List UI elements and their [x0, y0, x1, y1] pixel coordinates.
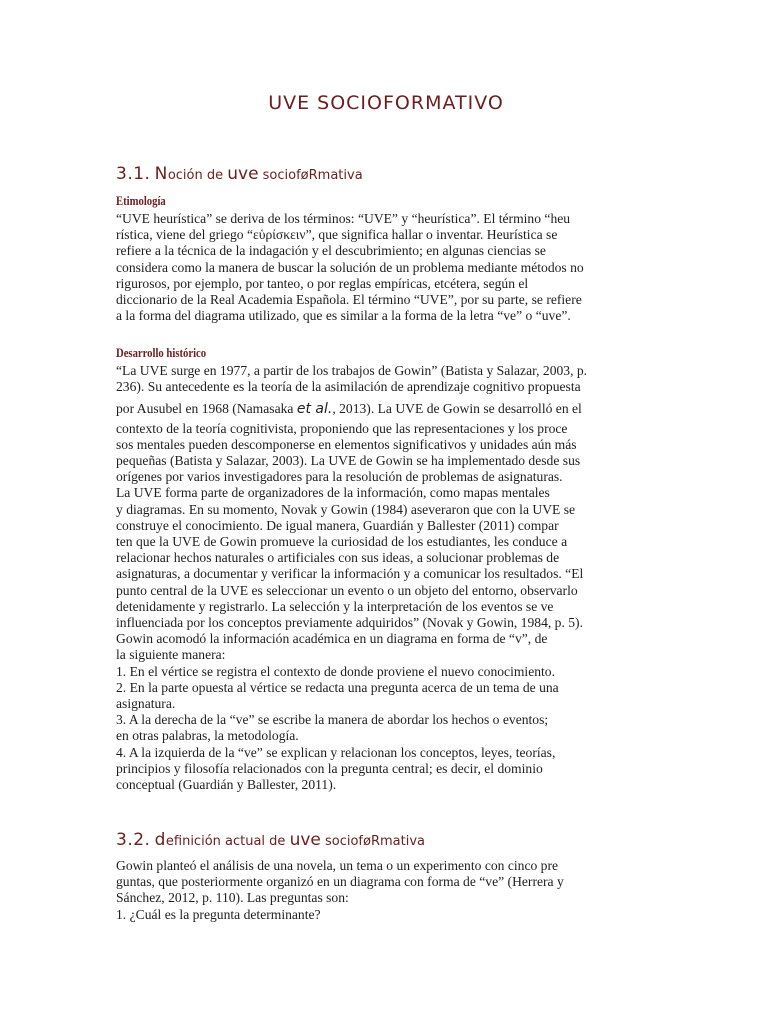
section-number: 3.1.: [116, 164, 151, 184]
section-heading-3-1: [116, 164, 363, 184]
heading-text: efinición actual de: [165, 834, 290, 849]
heading-text: oción de: [167, 168, 228, 183]
text-line: refiere a la técnica de la indagación y el descubrimiento; en algunas ciencias se: [116, 243, 546, 259]
text-fragment: , 2013). La UVE de Gowin se desarrolló en el: [332, 401, 582, 417]
list-item: 1. ¿Cuál es la pregunta determinante?: [116, 906, 321, 922]
list-item: 1. En el vértice se registra el contexto de donde proviene el nuevo conocimiento.: [116, 663, 555, 679]
text-line: ten que la UVE de Gowin promueve la curiosidad de los estudiantes, les conduce a: [116, 534, 568, 550]
text-fragment: por Ausubel en 1968 (Namasaka: [116, 401, 297, 417]
subheading-desarrollo: Desarrollo histórico: [116, 345, 207, 360]
text-line: considera como la manera de buscar la solución de un problema mediante métodos no: [116, 259, 584, 275]
text-line: pequeñas (Batista y Salazar, 2003). La UVE de Gowin se ha implementado desde sus: [116, 453, 581, 469]
text-line: rigurosos, por ejemplo, por tanteo, o por reglas empíricas, etcétera, según el: [116, 275, 529, 291]
paragraph-definicion: [116, 858, 656, 923]
text-line: “La UVE surge en 1977, a partir de los trabajos de Gowin” (Batista y Salazar, 2003, p.: [116, 363, 588, 378]
document-title: UVE SOCIOFORMATIVO: [268, 92, 504, 114]
text-line: 236). Su antecedente es la teoría de la asimilación de aprendizaje cognitivo propuesta: [116, 379, 581, 395]
text-line: sos mentales pueden descomponerse en elementos significativos y unidades aún más: [116, 436, 577, 452]
text-line: relacionar hechos naturales o artificiales con sus ideas, a solucionar problemas de: [116, 550, 560, 566]
text-line: detenidamente y registrarlo. La selección y la interpretación de los eventos se ve: [116, 598, 554, 614]
list-item: 4. A la izquierda de la “ve” se explican y relacionan los conceptos, leyes, teorías,: [116, 744, 556, 760]
text-line: rística, viene del griego “εὑρίσκειν”, que significa hallar o inventar. Heurística se: [116, 227, 558, 243]
paragraph-etimologia: [116, 211, 656, 324]
heading-uve: uve: [289, 830, 321, 850]
section-heading-3-2: [116, 830, 425, 850]
text-line: La UVE forma parte de organizadores de la información, como mapas mentales: [116, 485, 550, 501]
text-line: la siguiente manera:: [116, 647, 226, 663]
heading-tail: socioføRmativa: [258, 168, 363, 183]
text-line: Sánchez, 2012, p. 110). Las preguntas son:: [116, 890, 349, 906]
subheading-etimologia: Etimología: [116, 193, 166, 208]
text-line: a la forma del diagrama utilizado, que es similar a la forma de la letra “ve” o “uve”.: [116, 308, 571, 324]
text-line: influenciada por los conceptos previamente adquiridos” (Novak y Gowin, 1984, p. 5).: [116, 615, 583, 631]
list-item: 3. A la derecha de la “ve” se escribe la manera de abordar los hechos o eventos;: [116, 712, 549, 728]
paragraph-desarrollo: [116, 363, 656, 793]
text-line: Gowin acomodó la información académica en un diagrama en forma de “v”, de: [116, 631, 548, 647]
heading-uve: uve: [227, 164, 259, 184]
text-line: principios y filosofía relacionados con la pregunta central; es decir, el dominio: [116, 760, 543, 776]
text-line: asignatura.: [116, 696, 176, 712]
text-line-citation: [116, 401, 656, 417]
text-line: orígenes por varios investigadores para la resolución de problemas de asignaturas.: [116, 469, 563, 485]
text-line: y diagramas. En su momento, Novak y Gowin (1984) aseveraron que con la UVE se: [116, 501, 576, 517]
text-line: construye el conocimiento. De igual manera, Guardián y Ballester (2011) compar: [116, 517, 559, 533]
text-line: asignaturas, a documentar y verificar la información y a comunicar los resultados. “El: [116, 566, 584, 582]
text-line: guntas, que posteriormente organizó en un diagrama con forma de “ve” (Herrera y: [116, 874, 564, 890]
text-line: punto central de la UVE es seleccionar un evento o un objeto del entorno, observarlo: [116, 582, 578, 598]
heading-tail: socioføRmativa: [320, 834, 425, 849]
text-line: en otras palabras, la metodología.: [116, 728, 299, 744]
text-line: Gowin planteó el análisis de una novela, un tema o un experimento con cinco pre: [116, 858, 559, 873]
et-al-text: et al.: [296, 401, 333, 418]
text-line: “UVE heurística” se deriva de los términos: “UVE” y “heurística”. El término “heu: [116, 211, 571, 226]
text-line: contexto de la teoría cognitivista, proponiendo que las representaciones y los proce: [116, 420, 568, 436]
text-line: diccionario de la Real Academia Española. El término “UVE”, por su parte, se refiere: [116, 292, 582, 308]
heading-initial: N: [154, 164, 168, 184]
section-number: 3.2.: [116, 830, 151, 850]
list-item: 2. En la parte opuesta al vértice se redacta una pregunta acerca de un tema de una: [116, 679, 559, 695]
heading-initial: d: [154, 830, 166, 850]
text-line: conceptual (Guardián y Ballester, 2011).: [116, 777, 337, 793]
